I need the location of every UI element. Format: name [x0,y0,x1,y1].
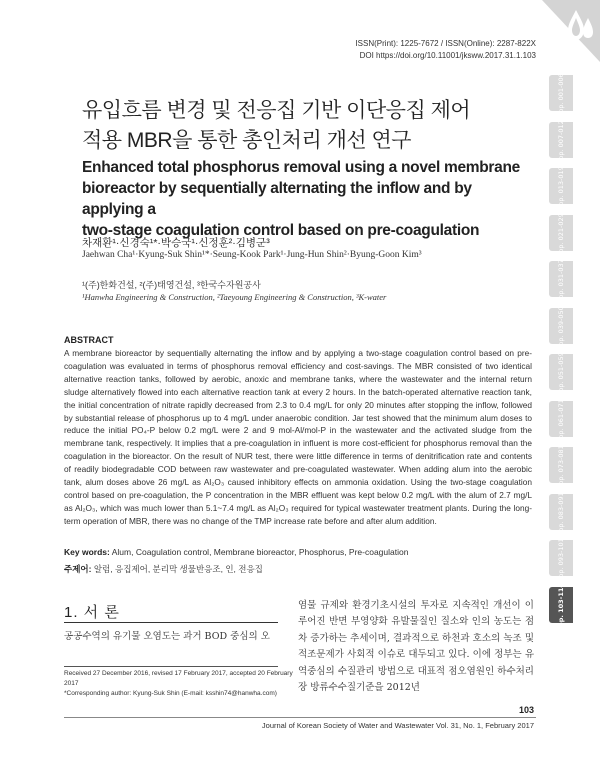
affiliation-korean: ¹(주)한화건설, ²(주)태영건설, ³한국수자원공사 [82,280,261,290]
side-tab[interactable] [549,75,573,111]
keywords-text: Alum, Coagulation control, Membrane bioreactor, Phosphorus, Pre-coagulation [111,547,409,557]
side-tab[interactable] [549,168,573,204]
issn-line: ISSN(Print): 1225-7672 / ISSN(Online): 2287-822X [355,39,536,48]
side-tab-label: pp. 001-006 [557,73,565,113]
footnote-received: Received 27 December 2016, revised 17 February 2017, accepted 20 February 2017 [64,670,293,687]
affiliation-english: ¹Hanwha Engineering & Construction, ²Taeyoung Engineering & Construction, ³K-water [82,292,387,302]
side-tab[interactable] [549,540,573,576]
side-tab-label: pp. 073-081 [557,445,565,485]
side-tab-label: pp. 013-019 [557,166,565,206]
right-column-text: 염물 규제와 환경기초시설의 투자로 지속적인 개선이 이루어진 반면 부영양화 유발물질인 질소와 인의 농도는 점차 증가하는 추세이며, 결과적으로 하천과 호소의 녹조 및 적조문제가 사회적 이슈로 대두되고 있다. 이에 정부는 유역중심의 수질관리 방법으로 대표적 점오염원인 하수처리장 방류수수질기준을 2012년 [298,600,534,694]
side-tab[interactable] [549,398,573,439]
side-tab-label: pp. 031-037 [557,259,565,299]
side-page-tabs [549,75,573,655]
keywords-label: Key words: [64,547,110,557]
title-en-line1: Enhanced total phosphorus removal using a novel membrane [82,159,520,176]
abstract-body: A membrane bioreactor by sequentially alternating the inflow and by applying a two-stage coagulation control based on pre-coagulation was evaluated in terms of phosphorus removal efficiency and cost-savings. The MBR consisted of two identical alternative reaction tanks, followed by aerobic, anoxic and membrane tanks, where the wastewater and the internal return sludge alternatively flowed into each alternative reaction tank at every 2 hours. In the batch-operated alternative reaction tank, the initial concentration of nitrate rapidly decreased from 2.3 to 0.4 mg/L for only 20 minutes after stopping the inflow, followed by substantial release of phosphorus up to 4 mg/L under anaerobic condition. Jar test showed that the minimum alum doses to reduce the initial PO₄-P below 0.2 mg/L were 2 and 9 mol-Al/mol-P in the wastewater and the activated sludge from the membrane tank, respectively. It implies that a pre-coagulation in influent is more cost-efficient for phosphorus removal than the coagulation in the bioreactor. On the result of NUR test, there were little difference in terms of denitrification rate and contents of readily biodegradable COD between raw wastewater and pre-coagulated wastewater. When adding alum into the aerobic tank, alum doses above 26 mg/L as Al₂O₃ caused inhibitory effects on ammonia oxidation. Using the two-stage coagulation control based on pre-coagulation, the P concentration in the MBR effluent was kept below 0.2 mg/L with the alum of 2.7 mg/L as Al₂O₃, which was much lower than 5.1~7.4 mg/L as Al₂O₃ required for typical wastewater treatment plants. During the long-term operation of MBR, there was no change of the TMP increase rate before and after alum addition. [64,348,532,526]
water-drops-logo-icon [542,0,600,62]
side-tab-label: pp. 007-012 [557,119,565,160]
side-tab-label: pp. 093-101 [557,538,565,578]
side-tab[interactable] [549,582,573,627]
title-en-line2: bioreactor by sequentially alternating the inflow and by applying a [82,180,472,218]
doi-line[interactable]: DOI https://doi.org/10.11001/jksww.2017.31.1.103 [359,51,536,60]
title-en-line3: two-stage coagulation control based on pre-coagulation [82,222,480,239]
authors-english: Jaehwan Cha¹·Kyung-Suk Shin¹*·Seung-Kook Park¹·Jung-Hun Shin²·Byung-Goon Kim³ [82,250,422,260]
side-tab-label: pp. 083-091 [557,491,565,532]
page-number: 103 [518,705,534,715]
title-korean [82,96,522,156]
keywords [64,547,408,557]
side-tab[interactable] [549,119,573,160]
issn-block [236,38,536,62]
side-tab[interactable] [549,447,573,483]
side-tab-label: pp. 021-029 [557,212,565,253]
footnote-corresponding: *Corresponding author: Kyung-Suk Shin (E-mail: ksshin74@hanwha.com) [64,690,277,697]
footer-divider [64,717,536,718]
side-tab[interactable] [549,261,573,297]
side-tab[interactable] [549,491,573,532]
keywords-korean [64,563,263,575]
side-tab-label: pp. 061-071 [557,398,565,439]
title-ko-line1: 유입흐름 변경 및 전응집 기반 이단응집 제어 [82,99,471,122]
side-tab[interactable] [549,305,573,346]
left-column-text: 공공수역의 유기물 오염도는 과거 BOD 중심의 오 [64,631,270,642]
keywords-ko-text: 알럼, 응집제어, 분리막 생물반응조, 인, 전응집 [93,564,263,574]
side-tab-label: pp. 051-059 [557,352,565,392]
section-divider [64,622,278,623]
side-tab[interactable] [549,354,573,390]
side-tab[interactable] [549,212,573,253]
side-tab-label: pp. 039-050 [557,305,565,346]
title-english [82,157,532,241]
abstract-heading: ABSTRACT [64,335,114,345]
side-tab-label: pp. 103-114 [557,582,565,627]
section-title: 1. 서 론 [64,604,120,621]
footnote-divider [64,666,278,667]
footnote [64,669,294,699]
keywords-ko-label: 주제어: [64,564,92,574]
journal-citation: Journal of Korean Society of Water and Wastewater Vol. 31, No. 1, February 2017 [261,721,534,730]
title-ko-line2: 적용 MBR을 통한 총인처리 개선 연구 [82,129,412,152]
authors-korean: 차재환¹·신경숙¹*·박승국¹·신정훈²·김병군³ [82,237,270,249]
